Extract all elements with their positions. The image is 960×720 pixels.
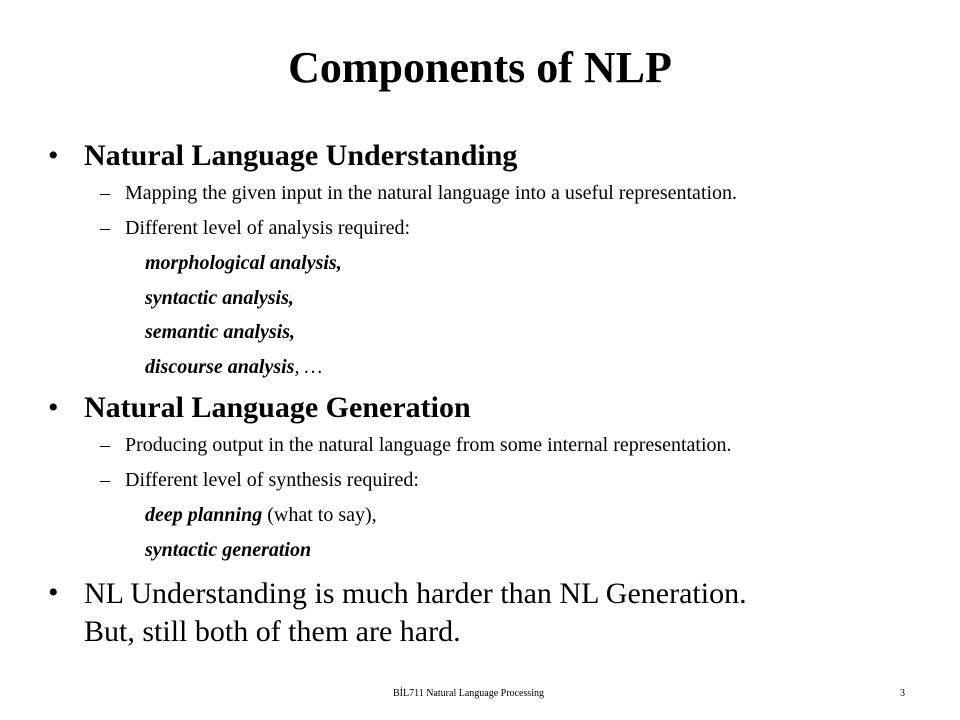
dash-marker: – — [100, 217, 110, 239]
synthesis-item-deep-planning: deep planning (what to say), — [145, 504, 377, 526]
analysis-item-morphological: morphological analysis, — [145, 252, 342, 274]
footer-course-label: BİL711 Natural Language Processing — [393, 688, 544, 699]
bullet-marker: • — [48, 391, 59, 424]
nlu-subpoint-levels: Different level of analysis required: — [125, 217, 411, 239]
section-heading-nlu: Natural Language Understanding — [84, 139, 518, 172]
nlu-subpoint-mapping: Mapping the given input in the natural language into a useful representation. — [125, 182, 738, 204]
slide-title: Components of NLP — [288, 43, 672, 92]
bullet-marker: • — [48, 139, 59, 172]
dash-marker: – — [100, 434, 110, 456]
conclusion-text — [84, 575, 844, 651]
analysis-item-semantic: semantic analysis, — [145, 321, 296, 343]
dash-marker: – — [100, 182, 110, 204]
conclusion-line-2: But, still both of them are hard. — [84, 615, 461, 648]
dash-marker: – — [100, 469, 110, 491]
analysis-item-syntactic: syntactic analysis, — [145, 287, 294, 309]
analysis-item-discourse: discourse analysis, … — [145, 356, 323, 378]
nlg-subpoint-producing: Producing output in the natural language from some internal representation. — [125, 434, 732, 456]
conclusion-line-1: NL Understanding is much harder than NL Generation. — [84, 577, 747, 610]
nlg-subpoint-levels: Different level of synthesis required: — [125, 469, 419, 491]
page-number: 3 — [900, 688, 905, 699]
synthesis-item-syntactic-generation: syntactic generation — [145, 539, 312, 561]
section-heading-nlg: Natural Language Generation — [84, 391, 471, 424]
bullet-marker: • — [48, 576, 59, 609]
